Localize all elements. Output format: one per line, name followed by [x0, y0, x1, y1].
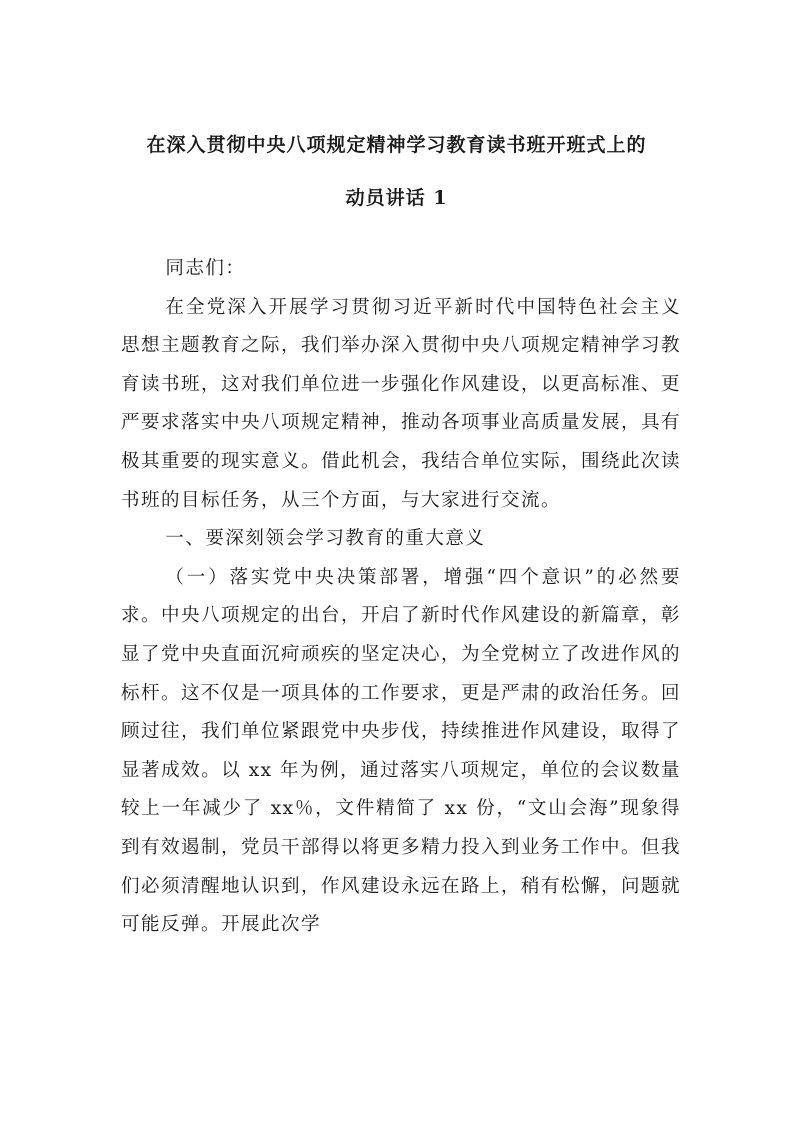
- section-heading-1: 一、要深刻领会学习教育的重大意义: [165, 528, 486, 550]
- document-title-line-2: 动员讲话 1: [345, 187, 448, 209]
- document-body: [121, 250, 681, 945]
- paragraph-subsection-1: （一）落实党中央决策部署，增强“四个意识”的必然要求。中央八项规定的出台，开启了新时代作风建设的新篇章，彰显了党中央直面沉疴顽疾的坚定决心，为全党树立了改进作风的标杆。这不仅是一项具体的工作要求，更是严肃的政治任务。回顾过往，我们单位紧跟党中央步伐，持续推进作风建设，取得了显著成效。以 xx 年为例，通过落实八项规定，单位的会议数量较上一年减少了 xx％，文件精简了 xx 份，“文山会海”现象得到有效遏制，党员干部得以将更多精力投入到业务工作中。但我们必须清醒地认识到，作风建设永远在路上，稍有松懈，问题就可能反弹。开展此次学: [121, 566, 682, 936]
- document-title-line-1: 在深入贯彻中央八项规定精神学习教育读书班开班式上的: [146, 134, 647, 156]
- paragraph-intro: 在全党深入开展学习贯彻习近平新时代中国特色社会主义思想主题教育之际，我们举办深入贯彻中央八项规定精神学习教育读书班，这对我们单位进一步强化作风建设，以更高标准、更严要求落实中央八项规定精神，推动各项事业高质量发展，具有极其重要的现实意义。借此机会，我结合单位实际，围绕此次读书班的目标任务，从三个方面，与大家进行交流。: [121, 296, 682, 511]
- salutation: 同志们：: [165, 258, 246, 279]
